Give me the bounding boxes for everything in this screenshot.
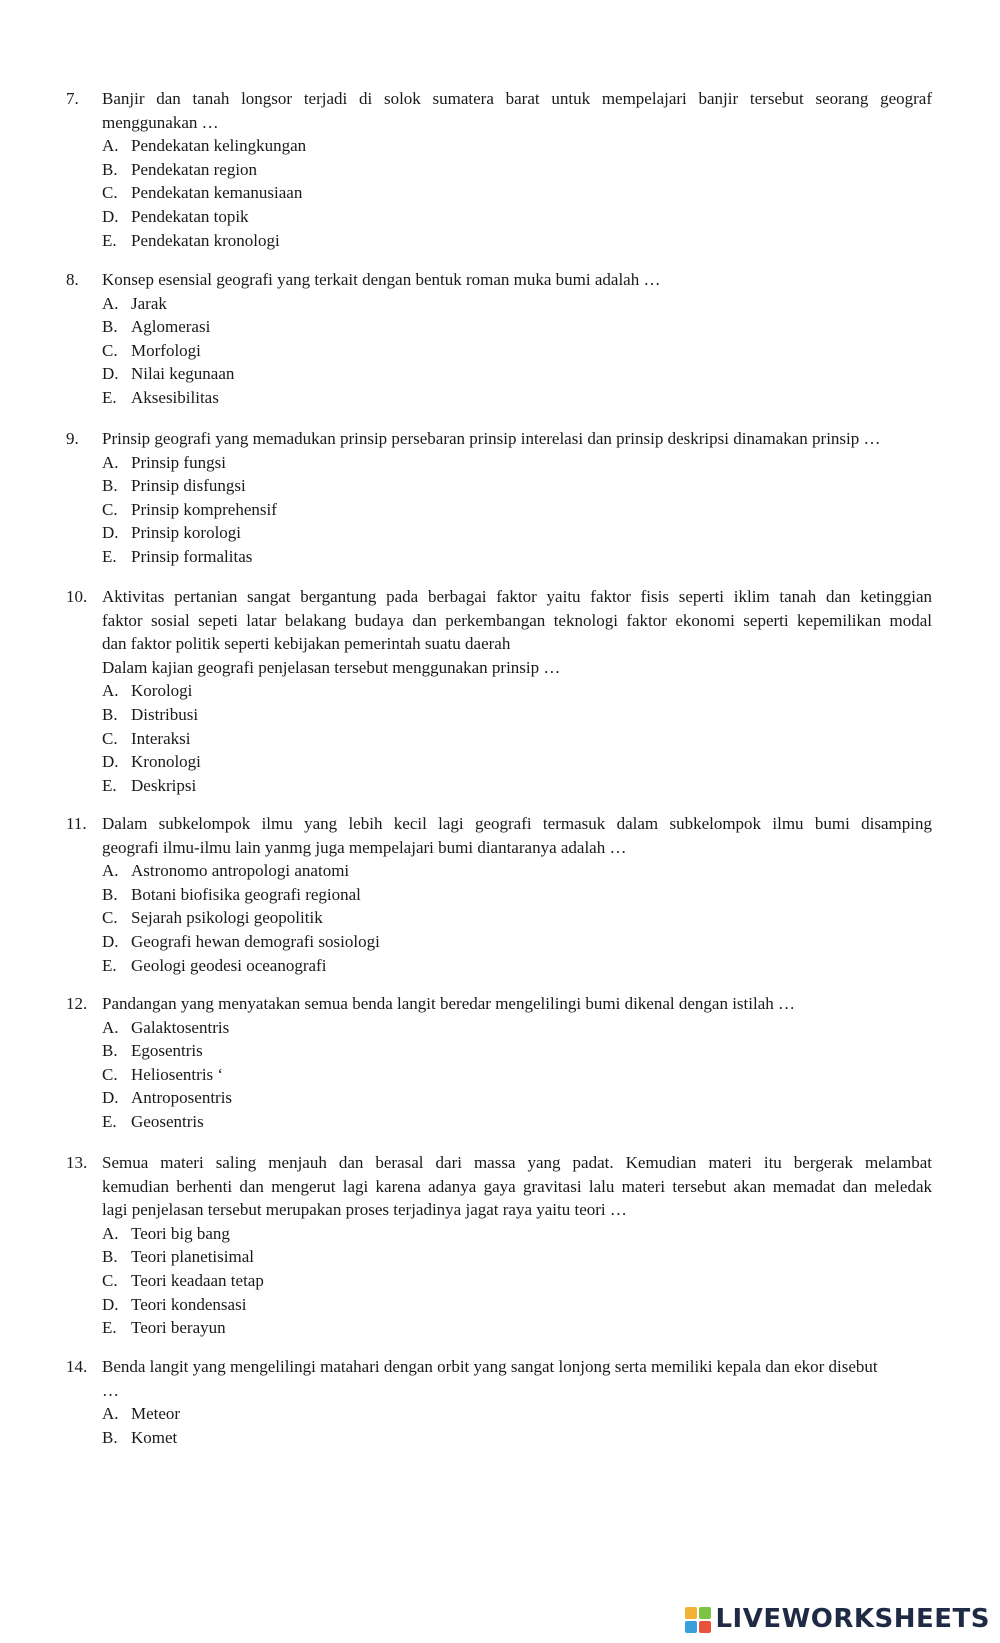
question-text (102, 87, 932, 134)
question-text-line: dan faktor politik seperti kebijakan pemerintah suatu daerah (102, 634, 511, 654)
answer-option-a (102, 859, 932, 883)
answer-option-c (102, 498, 932, 522)
answer-option-a (102, 679, 932, 703)
answer-options (102, 1222, 932, 1340)
option-text: Interaksi (131, 728, 191, 748)
option-text: Nilai kegunaan (131, 364, 235, 384)
option-letter: E. (102, 387, 117, 407)
option-text: Aglomerasi (131, 317, 211, 337)
option-text: Pendekatan kronologi (131, 230, 280, 250)
option-letter: D. (102, 523, 119, 543)
question-text (102, 427, 932, 451)
option-letter: B. (102, 159, 118, 179)
question-text (102, 992, 932, 1016)
option-text: Teori berayun (131, 1318, 226, 1338)
question-text-line: Konsep esensial geografi yang terkait dengan bentuk roman muka bumi adalah … (102, 270, 661, 289)
question-text-line: Dalam kajian geografi penjelasan tersebut menggunakan prinsip … (102, 657, 561, 677)
option-text: Geografi hewan demografi sosiologi (131, 931, 380, 951)
answer-option-c (102, 181, 932, 205)
answer-options (102, 292, 932, 410)
option-letter: A. (102, 1223, 119, 1243)
question-7 (66, 87, 932, 252)
question-14 (66, 1355, 932, 1449)
option-letter: A. (102, 1017, 119, 1037)
option-text: Pendekatan topik (131, 206, 249, 226)
option-text: Geosentris (131, 1111, 204, 1131)
question-text-line: Aktivitas pertanian sangat bergantung pada berbagai faktor yaitu faktor fisis seperti iklim tanah dan ketinggian (102, 587, 932, 606)
liveworksheets-logo-icon (685, 1607, 711, 1633)
option-letter: D. (102, 1088, 119, 1108)
option-letter: A. (102, 293, 119, 313)
option-letter: B. (102, 317, 118, 337)
option-text: Galaktosentris (131, 1017, 230, 1037)
option-letter: E. (102, 1318, 117, 1338)
answer-option-e (102, 774, 932, 798)
logo-tile (685, 1621, 697, 1633)
option-letter: A. (102, 681, 119, 701)
option-text: Jarak (131, 293, 167, 313)
option-text: Botani biofisika geografi regional (131, 884, 361, 904)
answer-option-d (102, 1293, 932, 1317)
option-letter: D. (102, 1294, 119, 1314)
question-number: 12. (66, 994, 88, 1013)
answer-option-b (102, 883, 932, 907)
option-letter: C. (102, 183, 118, 203)
answer-option-c (102, 727, 932, 751)
option-text: Meteor (131, 1404, 181, 1424)
answer-options (102, 134, 932, 252)
option-text: Aksesibilitas (131, 387, 219, 407)
answer-option-d (102, 750, 932, 774)
answer-option-c (102, 339, 932, 363)
option-text: Heliosentris ‘ (131, 1064, 224, 1084)
option-letter: E. (102, 955, 117, 975)
option-text: Astronomo antropologi anatomi (131, 861, 350, 881)
answer-option-a (102, 292, 932, 316)
answer-option-b (102, 474, 932, 498)
option-letter: A. (102, 861, 119, 881)
option-letter: C. (102, 728, 118, 748)
question-text-line: Banjir dan tanah longsor terjadi di solok sumatera barat untuk mempelajari banjir tersebut seorang geograf (102, 89, 932, 108)
answer-option-c (102, 1269, 932, 1293)
option-text: Prinsip formalitas (131, 546, 253, 566)
answer-option-a (102, 134, 932, 158)
option-text: Teori keadaan tetap (131, 1270, 264, 1290)
option-letter: E. (102, 775, 117, 795)
option-letter: A. (102, 1404, 119, 1424)
option-text: Deskripsi (131, 775, 197, 795)
option-letter: A. (102, 452, 119, 472)
question-number: 8. (66, 270, 79, 289)
answer-option-a (102, 451, 932, 475)
option-letter: B. (102, 704, 118, 724)
question-text-line: faktor sosial sepeti latar belakang budaya dan perkembangan teknologi faktor ekonomi seperti kepemilikan modal (102, 610, 932, 630)
question-8 (66, 268, 932, 410)
logo-tile (699, 1607, 711, 1619)
option-letter: B. (102, 1247, 118, 1267)
option-text: Pendekatan kemanusiaan (131, 183, 303, 203)
option-letter: C. (102, 1064, 118, 1084)
answer-option-a (102, 1402, 932, 1426)
option-letter: D. (102, 206, 119, 226)
answer-options (102, 1016, 932, 1134)
question-number: 9. (66, 429, 79, 448)
answer-option-b (102, 1245, 932, 1269)
answer-options (102, 859, 932, 977)
option-text: Antroposentris (131, 1088, 233, 1108)
option-letter: C. (102, 1270, 118, 1290)
option-letter: B. (102, 1427, 118, 1447)
option-text: Teori big bang (131, 1223, 230, 1243)
option-text: Prinsip komprehensif (131, 499, 277, 519)
question-text-line: menggunakan … (102, 112, 219, 132)
question-text (102, 1355, 932, 1402)
answer-option-b (102, 1426, 932, 1450)
option-letter: B. (102, 476, 118, 496)
option-text: Prinsip korologi (131, 523, 242, 543)
answer-option-e (102, 545, 932, 569)
answer-option-d (102, 362, 932, 386)
question-13 (66, 1151, 932, 1340)
answer-option-a (102, 1016, 932, 1040)
option-text: Morfologi (131, 340, 201, 360)
answer-option-e (102, 229, 932, 253)
option-letter: E. (102, 1111, 117, 1131)
option-text: Prinsip fungsi (131, 452, 226, 472)
option-letter: B. (102, 1041, 118, 1061)
option-text: Prinsip disfungsi (131, 476, 246, 496)
question-number: 11. (66, 814, 87, 833)
question-9 (66, 427, 932, 569)
option-letter: E. (102, 230, 117, 250)
question-text (102, 1151, 932, 1222)
option-text: Pendekatan kelingkungan (131, 136, 307, 156)
question-text-line: … (102, 1380, 119, 1400)
question-number: 13. (66, 1153, 88, 1172)
logo-text: LIVEWORKSHEETS (715, 1604, 990, 1635)
option-letter: C. (102, 499, 118, 519)
question-12 (66, 992, 932, 1134)
option-letter: B. (102, 884, 118, 904)
answer-option-e (102, 954, 932, 978)
answer-options (102, 1402, 932, 1449)
option-text: Pendekatan region (131, 159, 258, 179)
answer-option-e (102, 386, 932, 410)
question-text-line: geografi ilmu-ilmu lain yanmg juga mempelajari bumi diantaranya adalah … (102, 837, 627, 857)
answer-option-d (102, 205, 932, 229)
option-letter: D. (102, 364, 119, 384)
option-letter: A. (102, 136, 119, 156)
answer-option-d (102, 1086, 932, 1110)
option-text: Kronologi (131, 752, 201, 772)
question-text-line: Dalam subkelompok ilmu yang lebih kecil lagi geografi termasuk dalam subkelompok ilmu bumi disamping (102, 814, 932, 833)
question-text (102, 268, 932, 292)
answer-options (102, 679, 932, 797)
question-text-line: Semua materi saling menjauh dan berasal dari massa yang padat. Kemudian materi itu bergerak melambat (102, 1153, 932, 1172)
option-text: Geologi geodesi oceanografi (131, 955, 327, 975)
option-text: Sejarah psikologi geopolitik (131, 908, 323, 928)
option-letter: C. (102, 908, 118, 928)
answer-option-b (102, 158, 932, 182)
question-text-line: lagi penjelasan tersebut merupakan proses terjadinya jagat raya yaitu teori … (102, 1200, 627, 1220)
question-text-line: Benda langit yang mengelilingi matahari dengan orbit yang sangat lonjong serta memiliki kepala dan ekor disebut (102, 1357, 878, 1376)
answer-option-a (102, 1222, 932, 1246)
logo-tile (699, 1621, 711, 1633)
answer-option-e (102, 1316, 932, 1340)
question-number: 10. (66, 587, 88, 606)
option-letter: D. (102, 752, 119, 772)
answer-option-c (102, 1063, 932, 1087)
question-text-line: Prinsip geografi yang memadukan prinsip persebaran prinsip interelasi dan prinsip deskripsi dinamakan prinsip … (102, 429, 881, 448)
question-10 (66, 585, 932, 797)
liveworksheets-logo (685, 1605, 990, 1635)
answer-option-d (102, 930, 932, 954)
option-letter: D. (102, 931, 119, 951)
answer-options (102, 451, 932, 569)
answer-option-b (102, 1039, 932, 1063)
question-text (102, 585, 932, 679)
question-number: 14. (66, 1357, 88, 1376)
option-text: Egosentris (131, 1041, 203, 1061)
question-11 (66, 812, 932, 977)
answer-option-b (102, 703, 932, 727)
question-text-line: Pandangan yang menyatakan semua benda langit beredar mengelilingi bumi dikenal dengan istilah … (102, 994, 796, 1013)
question-number: 7. (66, 89, 79, 108)
question-text (102, 812, 932, 859)
option-text: Distribusi (131, 704, 199, 724)
option-text: Komet (131, 1427, 178, 1447)
answer-option-e (102, 1110, 932, 1134)
answer-option-c (102, 906, 932, 930)
option-letter: E. (102, 546, 117, 566)
option-text: Korologi (131, 681, 193, 701)
option-text: Teori planetisimal (131, 1247, 254, 1267)
option-letter: C. (102, 340, 118, 360)
question-text-line: kemudian berhenti dan mengerut lagi karena adanya gaya gravitasi lalu materi tersebut akan memadat dan meledak (102, 1176, 932, 1196)
option-text: Teori kondensasi (131, 1294, 247, 1314)
answer-option-b (102, 315, 932, 339)
answer-option-d (102, 521, 932, 545)
logo-tile (685, 1607, 697, 1619)
